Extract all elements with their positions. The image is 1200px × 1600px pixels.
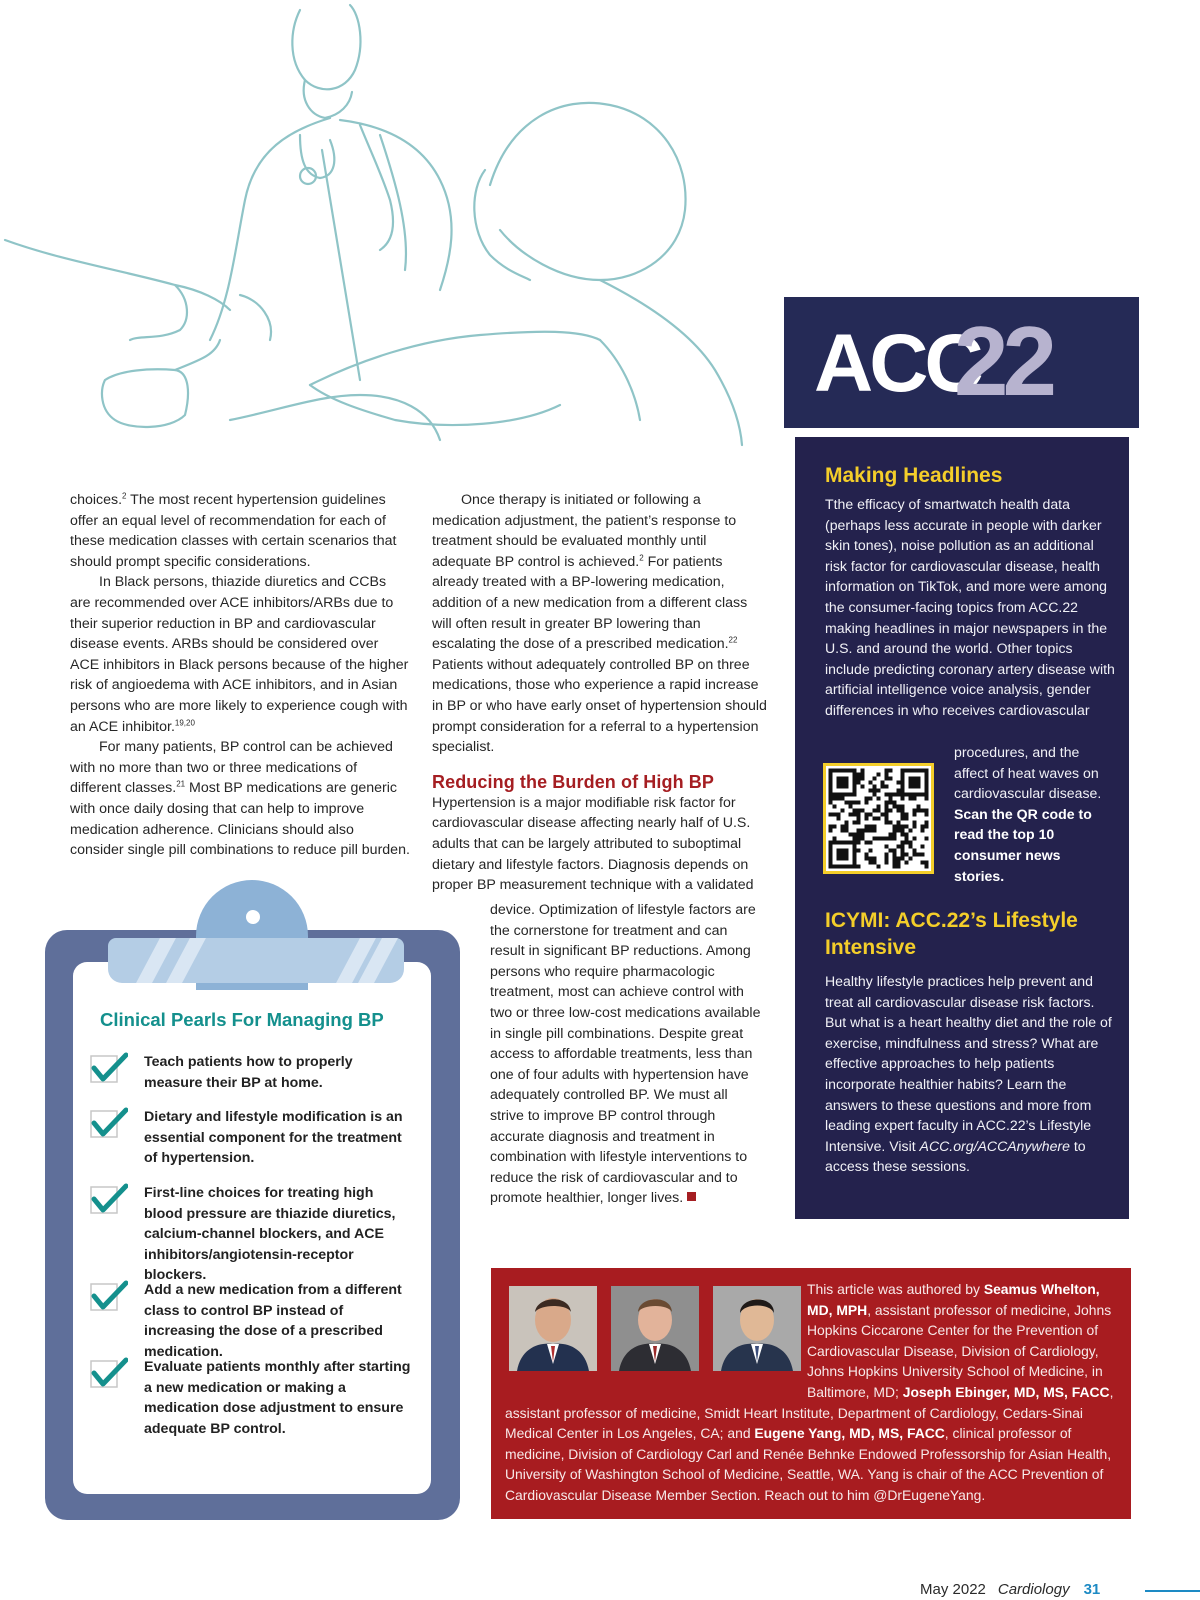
pearl-text: Add a new medication from a different class to control BP instead of increasing the dose of a prescribed medication.	[144, 1282, 402, 1360]
col1-paragraph-2: In Black persons, thiazide diuretics and CCBs are recommended over ACE inhibitors/ARBs due to their superior reduction in BP and cardiovascular disease events. ARBs should be considered over ACE inhibitors in Black persons because of the higher risk of angioedema with ACE inhibitors, and in Asian persons who are more likely to experience cough with an ACE inhibitor.$^{19,20}$	[70, 574, 409, 735]
clipboard-clip-band	[108, 938, 404, 983]
pearl-text: Dietary and lifestyle modification is an essential component for the treatment of hypertension.	[144, 1109, 403, 1167]
pearls-title: Clinical Pearls For Managing BP	[100, 1009, 384, 1030]
pearl-text: First-line choices for treating high blood pressure are thiazide diuretics, calcium-channel blockers, and ACE inhibitors/angiotensin-receptor blockers.	[144, 1185, 396, 1284]
col2-paragraph-2-cont: device. Optimization of lifestyle factors are the cornerstone for treatment and can result in significant BP reductions. Among persons who require pharmacologic treatment, most can achieve control with two or three low-cost medications available in single pill combinations. Despite great access to affordable treatments, less than one of four adults with hypertension have adequately controlled BP. We must all strive to improve BP control through accurate diagnosis and treatment in combination with lifestyle interventions to reduce the risk of cardiovascular and to promote healthier, longer lives.	[490, 902, 761, 1207]
qr-code-pattern	[826, 766, 931, 871]
sidebar-text-icymi: Healthy lifestyle practices help prevent and treat all cardiovascular disease risk factors. But what is a heart healthy diet and the role of exercise, mindfulness and stress? What are effective approaches to help patients incorporate healthier habits? Learn the answers to these questions and more from leading expert faculty in ACC.22’s Lifestyle Intensive. Visit ACC.org/ACCAnywhere to access these sessions.	[825, 973, 1112, 1175]
footer-magazine: Cardiology	[997, 1581, 1070, 1598]
author-bio-text: This article was authored by Seamus Whelton, MD, MPH, assistant professor of medicine, Johns Hopkins Ciccarone Center for the Prevention of Cardiovascular Disease, Division of Cardiology, Johns Hopkins University School of Medicine, in Baltimore, MD; Joseph Ebinger, MD, MS, FACC, assistant professor of medicine, Smidt Heart Institute, Department of Cardiology, Cedars-Sinai Medical Center in Los Angeles, CA; and Eugene Yang, MD, MS, FACC, clinical professor of medicine, Division of Cardiology Carl and Renée Behnke Endowed Professorship for Asian Health, University of Washington School of Medicine, Seattle, WA. Yang is chair of the ACC Prevention of Cardiovascular Disease Member Section. Reach out to him @DrEugeneYang.	[505, 1281, 1114, 1503]
sidebar-title-icymi: ICYMI: ACC.22’s Lifestyle Intensive	[825, 909, 1078, 959]
clipboard-clip-hole	[246, 910, 260, 924]
sidebar-text-qr: procedures, and the affect of heat waves on cardiovascular disease. Scan the QR code to read the top 10 consumer news stories.	[954, 744, 1102, 884]
acc-anywhere-link[interactable]: ACC.org/ACCAnywhere	[919, 1137, 1070, 1154]
pearl-text: Teach patients how to properly measure their BP at home.	[144, 1054, 353, 1091]
sidebar-title-headlines: Making Headlines	[825, 464, 1003, 487]
pearl-text: Evaluate patients monthly after starting a new medication or making a medication dose adjustment to ensure adequate BP control.	[144, 1359, 411, 1437]
footer-date: May 2022	[920, 1581, 986, 1598]
end-mark	[687, 1192, 696, 1201]
page-footer	[920, 1580, 1100, 1600]
checkmark-icon	[90, 1357, 128, 1391]
sidebar-panel	[795, 437, 1129, 1219]
checkmark-icon	[90, 1183, 128, 1217]
col1-paragraph-1: choices.$^2$ The most recent hypertension guidelines offer an equal level of recommendation for each of these medication classes with certain scenarios that should prompt specific considerations.	[70, 491, 397, 570]
qr-callout: Scan the QR code to read the top 10 consumer news stories.	[954, 805, 1092, 884]
author-bio-box	[491, 1268, 1131, 1519]
col1-paragraph-3: For many patients, BP control can be achieved with no more than two or three medications of different classes.$^{21}$ Most BP medications are generic with once daily dosing that can help to improve medication adherence. Clinicians should also consider single pill combinations to reduce pill burden.	[70, 739, 410, 859]
acc22-logo	[784, 297, 1139, 428]
checkmark-icon	[90, 1280, 128, 1314]
checkmark-icon	[90, 1052, 128, 1086]
section-heading: Reducing the Burden of High BP	[432, 771, 714, 792]
col2-paragraph-1: Once therapy is initiated or following a medication adjustment, the patient’s response to treatment should be evaluated monthly until adequate BP control is achieved.$^2$ For patients already treated with a BP-lowering medication, addition of a new medication from a different class will often result in greater BP lowering than escalating the dose of a prescribed medication.$^{22}$ Patients without adequately controlled BP on three medications, those who experience a rapid increase in BP or who have early onset of hypertension should prompt consideration for a referral to a hypertension specialist.	[432, 492, 767, 756]
body-column-2-continued	[490, 900, 765, 1209]
sidebar-text-headlines: Tthe efficacy of smartwatch health data (perhaps less accurate in people with darker skin tones), noise pollution as an additional risk factor for cardiovascular disease, health information on TikTok, and more were among the consumer-facing topics from ACC.22 making headlines in major newspapers in the U.S. and around the world. Other topics include predicting coronary artery disease with artificial intelligence voice analysis, gender differences in who receives cardiovascular	[825, 496, 1115, 718]
doctor-patient-illustration	[0, 0, 770, 470]
body-column-2	[432, 490, 767, 896]
qr-code[interactable]	[823, 763, 934, 874]
col2-paragraph-2: Hypertension is a major modifiable risk factor for cardiovascular disease affecting nearly half of U.S. adults that can be largely attributed to suboptimal dietary and lifestyle factors. Diagnosis depends on proper BP measurement technique with a validated	[432, 794, 754, 894]
page-number: 31	[1083, 1581, 1101, 1598]
acc22-logo-number: 22	[954, 306, 1052, 416]
checkmark-icon	[90, 1107, 128, 1141]
footer-rule	[1145, 1590, 1200, 1592]
acc22-logo-letters: ACC	[814, 318, 980, 409]
body-column-1	[70, 490, 410, 861]
